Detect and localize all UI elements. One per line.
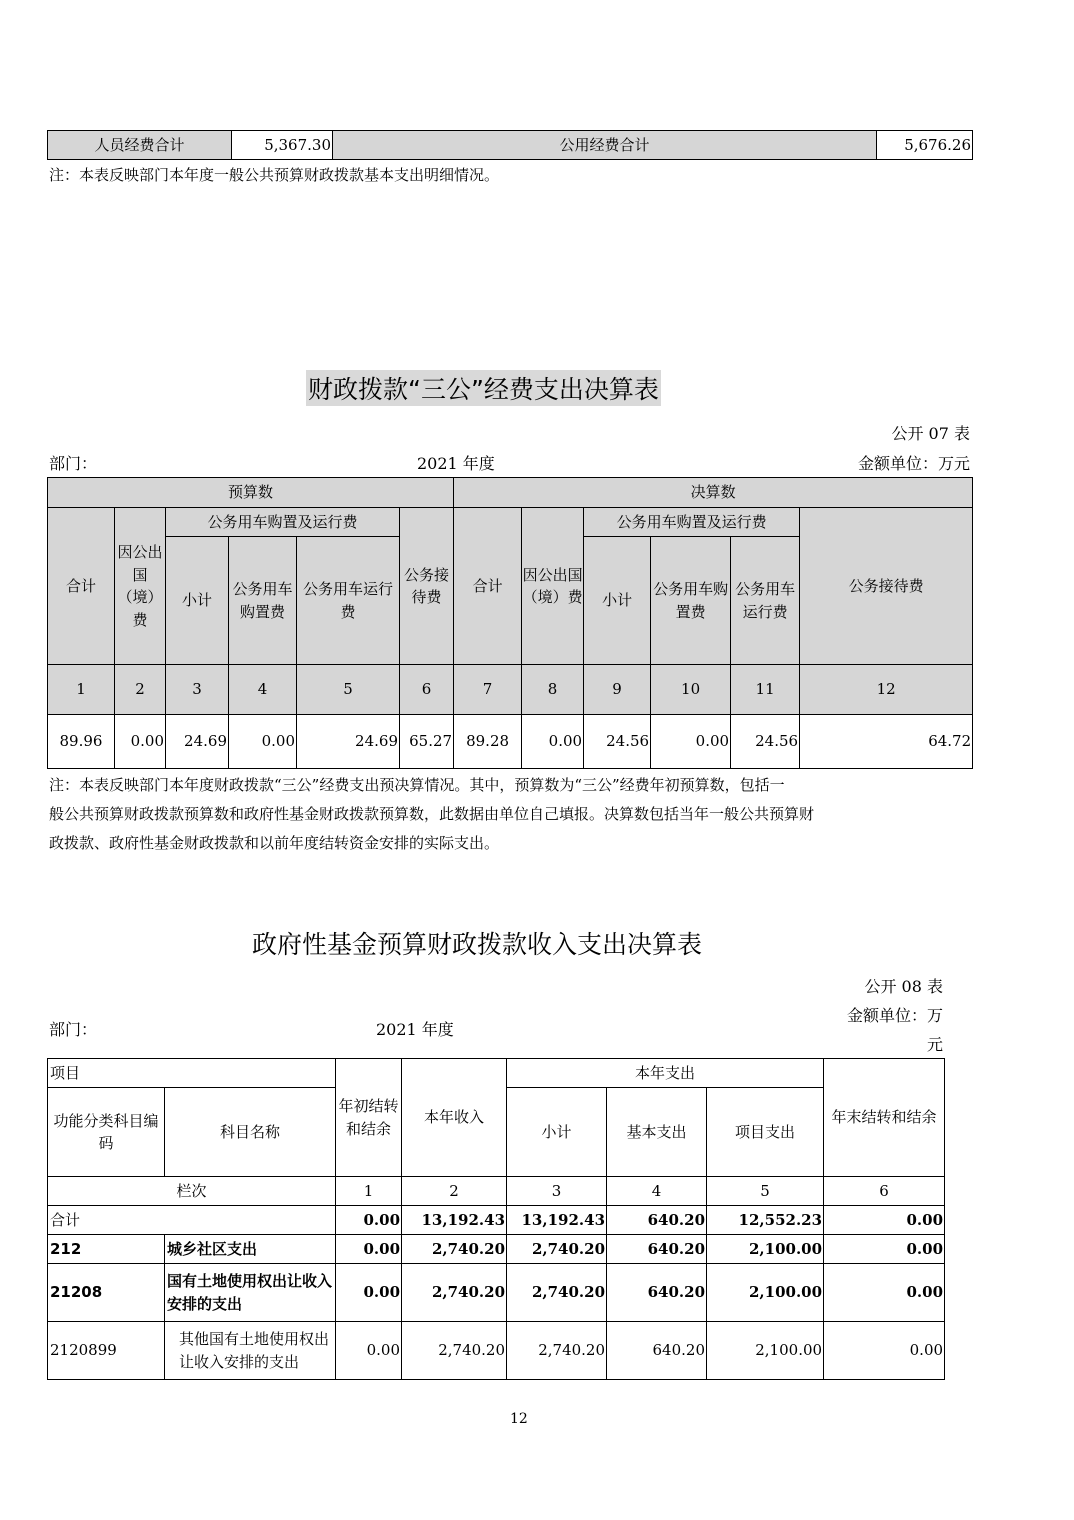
- t7-dept-label: 部门：: [49, 454, 98, 473]
- government-fund-table: [47, 1058, 945, 1380]
- t7-col-num: 10: [651, 665, 731, 715]
- t7-col-num: 8: [522, 665, 584, 715]
- table-row: [48, 1235, 945, 1264]
- t8-h-subtotal: 小计: [507, 1088, 607, 1177]
- t7-value: 89.96: [48, 715, 115, 769]
- t7-value: 64.72: [800, 715, 973, 769]
- t8-h-expense: 本年支出: [507, 1059, 824, 1088]
- t8-col-num: 5: [707, 1177, 824, 1206]
- t8-total-label: 合计: [48, 1206, 336, 1235]
- t8-total-value: 13,192.43: [507, 1206, 607, 1235]
- top-note: 注：本表反映部门本年度一般公共预算财政拨款基本支出明细情况。: [49, 166, 500, 184]
- t7-col-num: 4: [229, 665, 297, 715]
- t8-h-end: 年末结转和结余: [824, 1059, 945, 1177]
- t7-value: 89.28: [454, 715, 522, 769]
- t8-row-value: 2,740.20: [402, 1235, 507, 1264]
- t8-unit-line2: 元: [926, 1035, 943, 1054]
- t7-value: 0.00: [651, 715, 731, 769]
- table-row: [48, 1322, 945, 1380]
- t7-value: 24.56: [584, 715, 651, 769]
- t8-h-item: 项目: [48, 1059, 336, 1088]
- t7-h-car-group-final: 公务用车购置及运行费: [584, 508, 800, 537]
- t8-row-value: 640.20: [607, 1264, 707, 1322]
- t8-row-name: 国有土地使用权出让收入安排的支出: [165, 1264, 336, 1322]
- t8-h-begin: 年初结转和结余: [336, 1059, 402, 1177]
- t7-value: 0.00: [115, 715, 166, 769]
- three-public-expense-table: [47, 477, 973, 769]
- t7-col-num: 6: [400, 665, 454, 715]
- t7-h-car-run-budget: 公务用车运行费: [297, 537, 400, 665]
- t8-h-row-index: 栏次: [48, 1177, 336, 1206]
- t8-row-value: 0.00: [824, 1235, 945, 1264]
- t8-row-value: 0.00: [824, 1264, 945, 1322]
- t7-h-car-run-final: 公务用车运行费: [731, 537, 800, 665]
- t7-value: 24.56: [731, 715, 800, 769]
- t8-total-value: 640.20: [607, 1206, 707, 1235]
- t7-h-reception-budget: 公务接待费: [400, 508, 454, 665]
- t8-row-value: 2,740.20: [402, 1264, 507, 1322]
- t7-title: 财政拨款“三公”经费支出决算表: [306, 370, 661, 406]
- t8-table-number: 公开 08 表: [864, 977, 943, 996]
- t8-col-num: 6: [824, 1177, 945, 1206]
- t7-group-final: 决算数: [454, 478, 973, 508]
- t8-h-basic: 基本支出: [607, 1088, 707, 1177]
- t7-col-num: 9: [584, 665, 651, 715]
- t8-row-value: 2,100.00: [707, 1322, 824, 1380]
- t7-note-line: 般公共预算财政拨款预算数和政府性基金财政拨款预算数，此数据由单位自己填报。决算数包括当年一般公共预算财: [49, 805, 815, 823]
- t8-row-value: 2,740.20: [507, 1235, 607, 1264]
- t8-row-value: 2,740.20: [402, 1322, 507, 1380]
- t8-col-num: 4: [607, 1177, 707, 1206]
- t8-unit-line1: 金额单位：万: [846, 1006, 943, 1025]
- t8-row-value: 2,740.20: [507, 1322, 607, 1380]
- t8-row-code: 212: [48, 1235, 165, 1264]
- t8-h-income: 本年收入: [402, 1059, 507, 1177]
- page-number: 12: [510, 1411, 528, 1427]
- t8-title: 政府性基金预算财政拨款收入支出决算表: [252, 930, 703, 959]
- t8-row-code: 21208: [48, 1264, 165, 1322]
- personnel-expense-value: 5,367.30: [232, 131, 333, 160]
- t7-col-num: 12: [800, 665, 973, 715]
- t8-col-num: 3: [507, 1177, 607, 1206]
- t7-col-num: 5: [297, 665, 400, 715]
- t7-value: 24.69: [297, 715, 400, 769]
- t7-h-car-buy-final: 公务用车购置费: [651, 537, 731, 665]
- personnel-expense-label: 人员经费合计: [48, 131, 232, 160]
- t8-h-name: 科目名称: [165, 1088, 336, 1177]
- table-row: [48, 1264, 945, 1322]
- t8-h-project: 项目支出: [707, 1088, 824, 1177]
- t8-total-row: [48, 1206, 945, 1235]
- t8-year: 2021 年度: [376, 1020, 454, 1039]
- t7-h-car-buy-budget: 公务用车购置费: [229, 537, 297, 665]
- t8-row-value: 2,100.00: [707, 1264, 824, 1322]
- t7-value: 0.00: [229, 715, 297, 769]
- t7-value: 24.69: [166, 715, 229, 769]
- t7-h-abroad-budget: 因公出国（境）费: [115, 508, 166, 665]
- t7-unit: 金额单位：万元: [857, 454, 970, 473]
- t8-h-code: 功能分类科目编码: [48, 1088, 165, 1177]
- t8-row-value: 0.00: [336, 1264, 402, 1322]
- t7-h-subtotal-budget: 小计: [166, 537, 229, 665]
- t8-row-value: 0.00: [336, 1322, 402, 1380]
- t7-col-num: 3: [166, 665, 229, 715]
- t7-group-budget: 预算数: [48, 478, 454, 508]
- public-expense-value: 5,676.26: [877, 131, 973, 160]
- t7-h-abroad-final: 因公出国（境）费: [522, 508, 584, 665]
- basic-expense-summary-table: [47, 130, 973, 160]
- t8-row-value: 640.20: [607, 1322, 707, 1380]
- t7-h-total-budget: 合计: [48, 508, 115, 665]
- public-expense-label: 公用经费合计: [333, 131, 877, 160]
- t8-row-value: 2,740.20: [507, 1264, 607, 1322]
- t8-dept-label: 部门：: [49, 1020, 98, 1039]
- t8-total-value: 0.00: [824, 1206, 945, 1235]
- t7-note-line: 政拨款、政府性基金财政拨款和以前年度结转资金安排的实际支出。: [49, 834, 500, 852]
- t7-col-num: 7: [454, 665, 522, 715]
- t8-row-name: 城乡社区支出: [165, 1235, 336, 1264]
- t8-total-value: 0.00: [336, 1206, 402, 1235]
- t8-row-value: 640.20: [607, 1235, 707, 1264]
- t7-col-num: 1: [48, 665, 115, 715]
- t8-row-value: 0.00: [824, 1322, 945, 1380]
- t7-h-total-final: 合计: [454, 508, 522, 665]
- t7-value: 65.27: [400, 715, 454, 769]
- t7-value: 0.00: [522, 715, 584, 769]
- t8-total-value: 13,192.43: [402, 1206, 507, 1235]
- t8-col-num: 1: [336, 1177, 402, 1206]
- t8-row-name: 其他国有土地使用权出让收入安排的支出: [165, 1322, 336, 1380]
- t7-col-num: 11: [731, 665, 800, 715]
- t7-table-number: 公开 07 表: [891, 424, 970, 443]
- t7-col-num: 2: [115, 665, 166, 715]
- t8-total-value: 12,552.23: [707, 1206, 824, 1235]
- t7-note-line: 注：本表反映部门本年度财政拨款“三公”经费支出预决算情况。其中，预算数为“三公”经费年初预算数，包括一: [49, 776, 785, 794]
- t7-h-subtotal-final: 小计: [584, 537, 651, 665]
- t8-row-code: 2120899: [48, 1322, 165, 1380]
- t8-col-num: 2: [402, 1177, 507, 1206]
- t7-note: [49, 771, 974, 858]
- t7-year: 2021 年度: [417, 454, 495, 473]
- t7-h-car-group-budget: 公务用车购置及运行费: [166, 508, 400, 537]
- t8-row-value: 2,100.00: [707, 1235, 824, 1264]
- t7-h-reception-final: 公务接待费: [800, 508, 973, 665]
- t8-row-value: 0.00: [336, 1235, 402, 1264]
